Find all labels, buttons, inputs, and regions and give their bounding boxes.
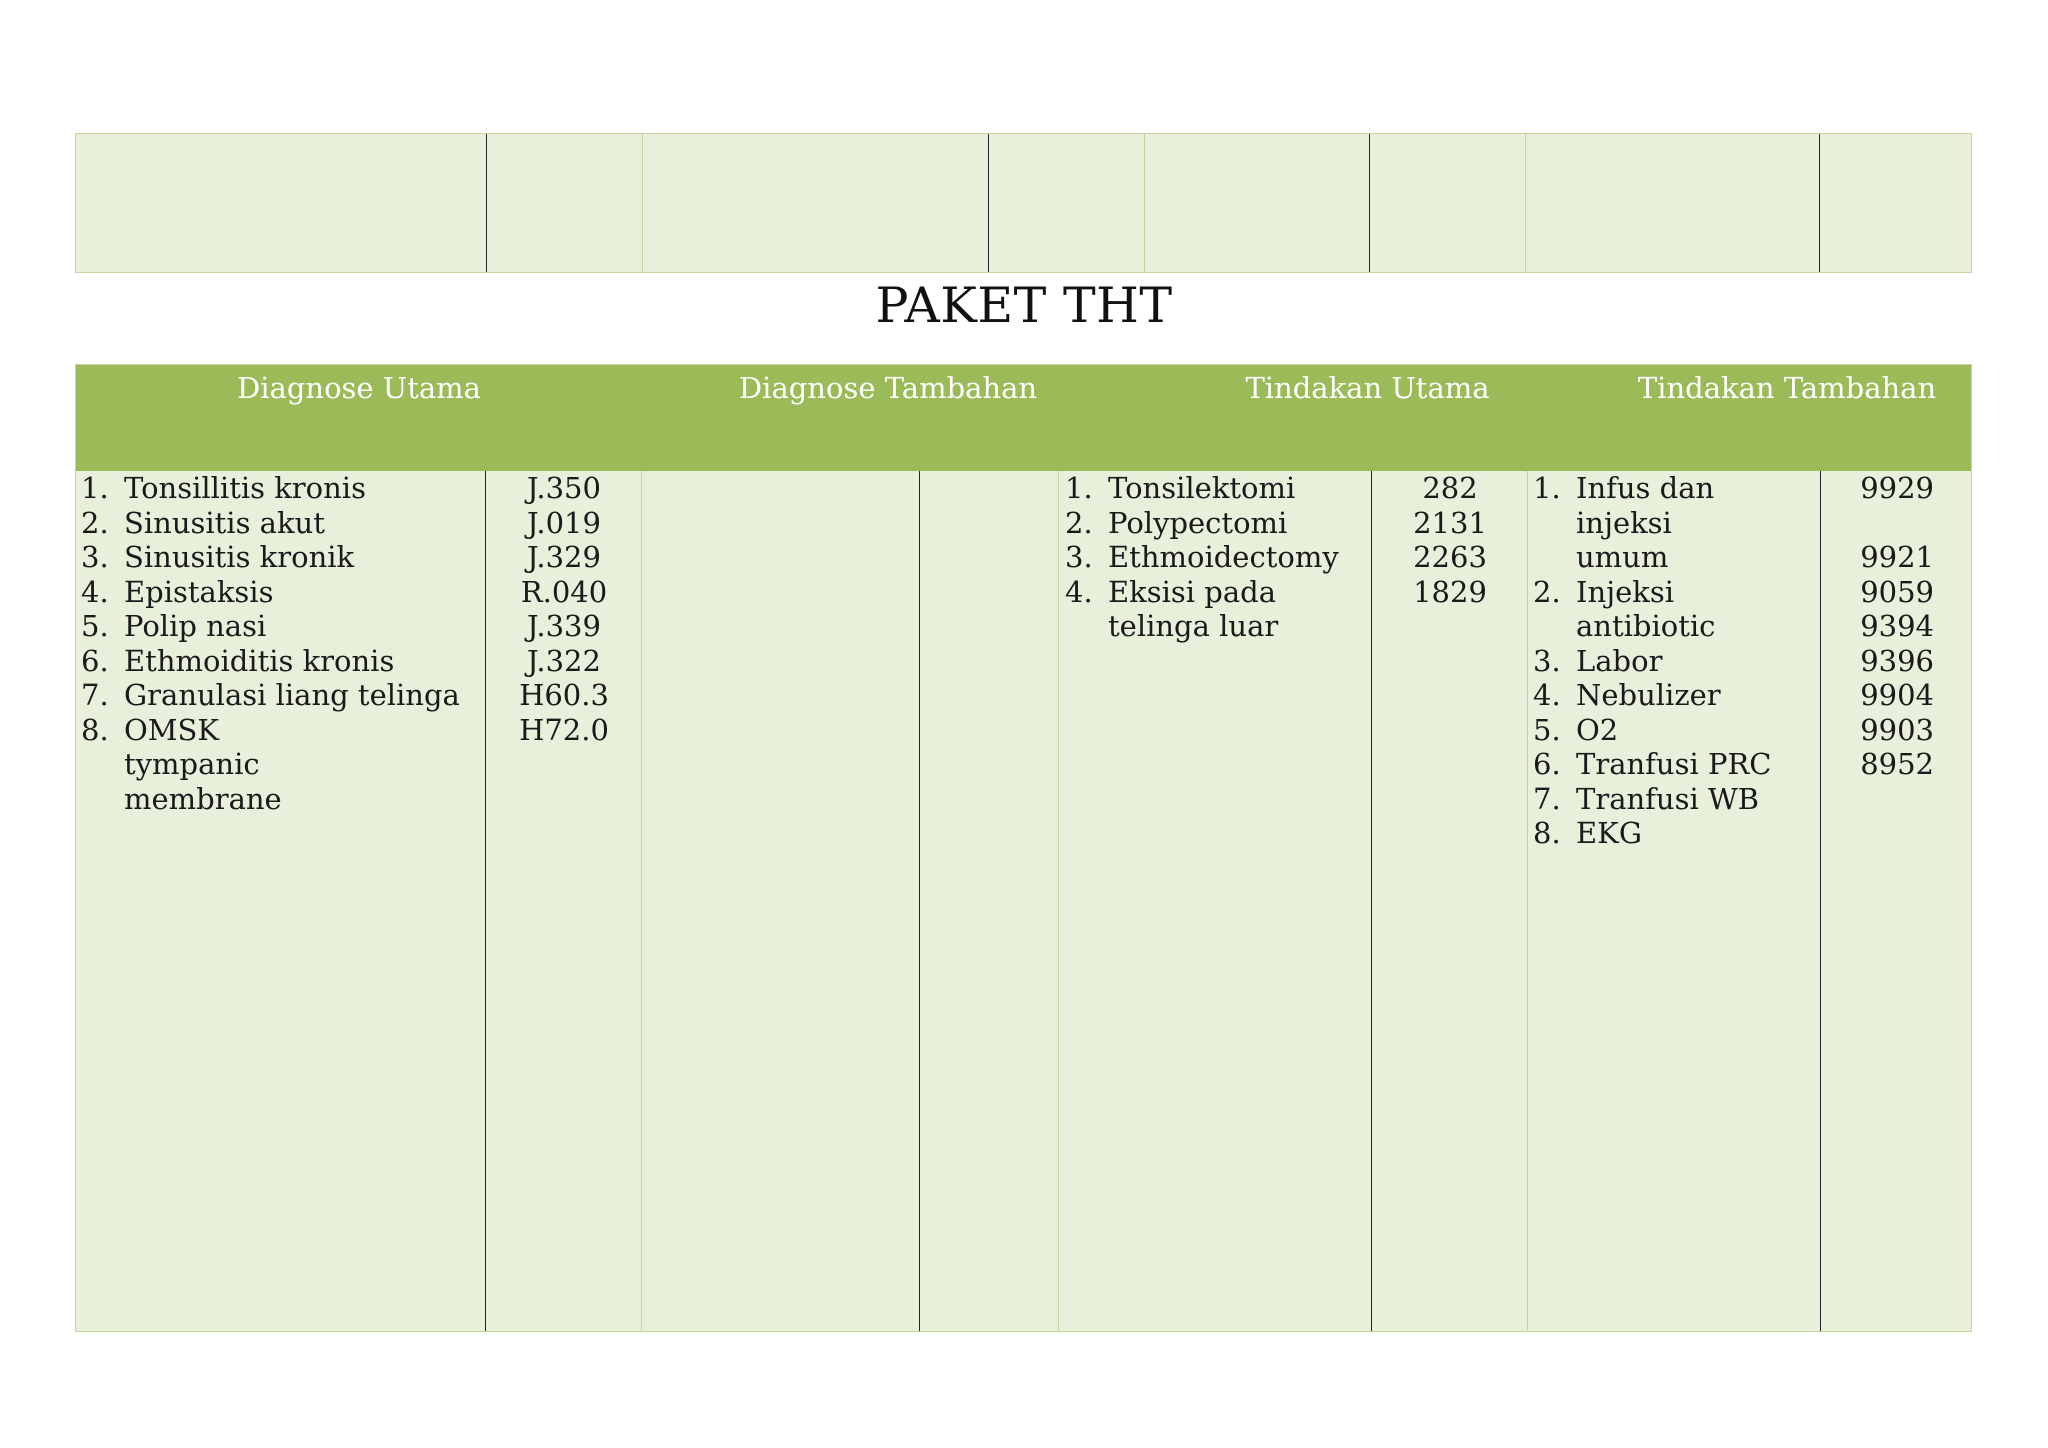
table-divider (642, 134, 643, 272)
procedure-code: 9921 (1860, 540, 1934, 574)
procedure-code: 2263 (1413, 540, 1487, 574)
list-item: 6. Tranfusi PRC (1533, 747, 1772, 781)
header-tindakan-tambahan: Tindakan Tambahan (1637, 371, 1937, 405)
list-item: 1. Tonsilektomi (1065, 471, 1296, 505)
diagnose-utama-list (81, 471, 481, 816)
list-item: 2. Injeksi antibiotic (1533, 574, 1716, 643)
header-diagnose-tambahan: Diagnose Tambahan (738, 371, 1038, 405)
tindakan-tambahan-list (1533, 471, 1818, 851)
list-item: 1. Infus dan injeksi umum (1533, 471, 1715, 574)
procedure-code: 9929 (1860, 471, 1934, 505)
icd-code: J.019 (527, 505, 601, 540)
list-item: 6. Ethmoiditis kronis (81, 643, 395, 678)
procedure-code: 9059 (1860, 574, 1934, 609)
icd-code: J.329 (527, 540, 601, 574)
list-item: 5. O2 (1533, 712, 1619, 747)
column-divider (485, 471, 486, 1331)
paket-table (75, 364, 1972, 1332)
list-item: 8. EKG (1533, 816, 1643, 850)
list-item: 2. Sinusitis akut (81, 505, 325, 540)
table-divider (988, 134, 989, 272)
column-divider (919, 471, 920, 1331)
list-item: 3. Labor (1533, 643, 1663, 678)
procedure-code: 282 (1422, 471, 1478, 505)
table-divider (1819, 134, 1820, 272)
procedure-code (1822, 506, 1972, 541)
icd-code: H72.0 (519, 712, 609, 747)
procedure-code: 9903 (1860, 712, 1934, 747)
table-divider (1525, 134, 1526, 272)
header-tindakan-utama: Tindakan Utama (1245, 371, 1490, 405)
icd-code: H60.3 (519, 678, 609, 712)
table-divider (1144, 134, 1145, 272)
list-item: 7. Granulasi liang telinga (81, 678, 460, 712)
list-item: 2. Polypectomi (1065, 505, 1288, 540)
table-divider (486, 134, 487, 272)
header-diagnose-utama: Diagnose Utama (237, 371, 481, 405)
column-divider (1820, 471, 1821, 1331)
column-divider (1058, 471, 1059, 1331)
list-item: 4. Nebulizer (1533, 678, 1721, 712)
icd-code: R.040 (520, 574, 608, 609)
table-divider (1369, 134, 1370, 272)
empty-header-table (75, 133, 1972, 273)
list-item: 1. Tonsillitis kronis (81, 471, 366, 505)
procedure-code: 2131 (1413, 505, 1487, 540)
icd-code: J.322 (527, 643, 601, 678)
list-item: 3. Sinusitis kronik (81, 540, 355, 574)
column-divider (1527, 471, 1528, 1331)
procedure-code: 9396 (1860, 643, 1934, 678)
list-item: 8. OMSK tympanic membrane (81, 712, 282, 816)
list-item: 4. Epistaksis (81, 574, 274, 609)
tindakan-utama-list (1065, 471, 1365, 644)
procedure-code: 8952 (1860, 747, 1934, 781)
table-header-row (76, 365, 1971, 471)
diagnose-utama-codes (487, 471, 641, 747)
list-item: 7. Tranfusi WB (1533, 781, 1760, 816)
column-divider (641, 471, 642, 1331)
icd-code: J.339 (527, 609, 601, 643)
tindakan-utama-codes (1373, 471, 1527, 609)
tindakan-tambahan-codes (1822, 471, 1972, 782)
procedure-code: 1829 (1413, 574, 1487, 609)
list-item: 5. Polip nasi (81, 609, 267, 643)
procedure-code: 9904 (1860, 678, 1934, 712)
procedure-code: 9394 (1860, 609, 1934, 643)
icd-code: J.350 (527, 471, 601, 505)
page-title: PAKET THT (875, 277, 1173, 334)
list-item: 3. Ethmoidectomy (1065, 540, 1339, 574)
list-item: 4. Eksisi pada telinga luar (1065, 574, 1279, 643)
column-divider (1371, 471, 1372, 1331)
